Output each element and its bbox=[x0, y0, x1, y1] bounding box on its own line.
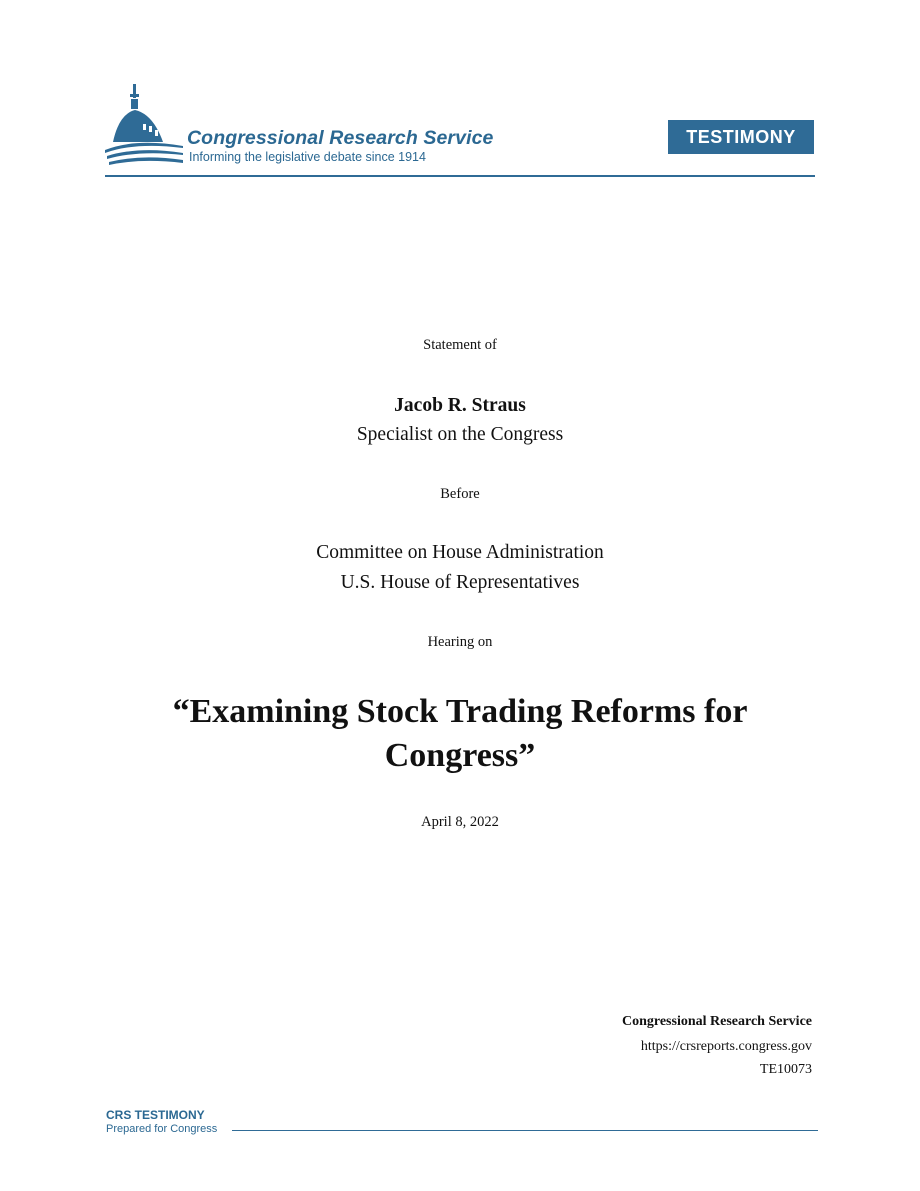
header-divider bbox=[105, 175, 815, 177]
committee-name: Committee on House Administration bbox=[316, 542, 604, 563]
chamber-name: U.S. House of Representatives bbox=[340, 572, 580, 593]
testimony-badge: TESTIMONY bbox=[668, 120, 814, 154]
hearing-on-label: Hearing on bbox=[427, 634, 493, 650]
statement-of-label: Statement of bbox=[423, 337, 497, 353]
hearing-date: April 8, 2022 bbox=[421, 814, 499, 830]
footer-divider bbox=[232, 1130, 818, 1131]
footer-sublabel: Prepared for Congress bbox=[106, 1123, 218, 1135]
report-id: TE10073 bbox=[759, 1062, 812, 1077]
before-label: Before bbox=[440, 486, 480, 502]
org-tagline: Informing the legislative debate since 1914 bbox=[189, 150, 426, 164]
org-name: Congressional Research Service bbox=[187, 127, 494, 149]
contact-org: Congressional Research Service bbox=[621, 1014, 812, 1029]
contact-url[interactable]: https://crsreports.congress.gov bbox=[640, 1039, 812, 1054]
footer-label: CRS TESTIMONY bbox=[106, 1108, 205, 1122]
hearing-title-line-2: Congress” bbox=[384, 737, 536, 774]
capitol-dome-icon bbox=[105, 80, 185, 170]
hearing-title-line-1: “Examining Stock Trading Reforms for bbox=[172, 693, 748, 730]
witness-name: Jacob R. Straus bbox=[394, 395, 526, 416]
witness-title: Specialist on the Congress bbox=[356, 424, 564, 445]
page-header bbox=[105, 80, 815, 180]
